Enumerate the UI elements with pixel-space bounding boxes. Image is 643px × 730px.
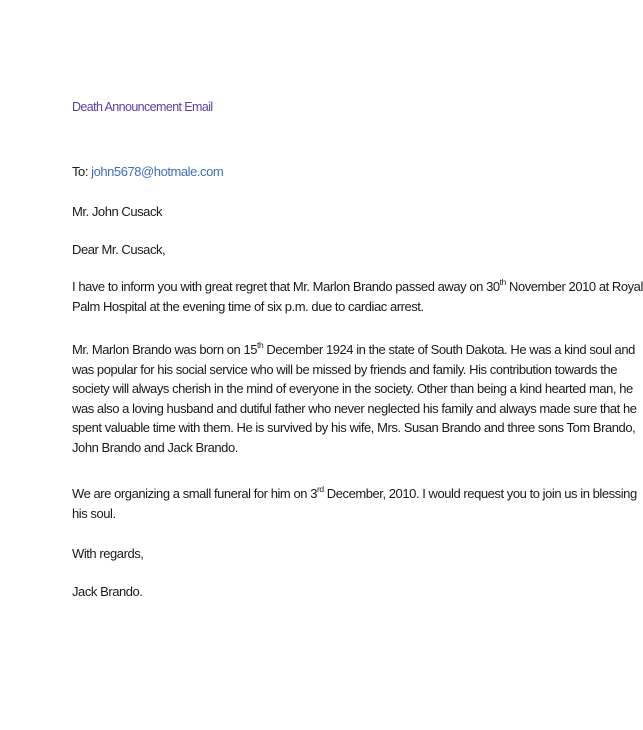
paragraph-line: I have to inform you with great regret that Mr. Marlon Brando passed away on 30th November 2010 at Royal [72,276,643,294]
paragraph-line: his soul. [72,505,116,521]
recipient-email-link[interactable]: john5678@hotmale.com [91,164,224,179]
to-line [72,164,223,179]
recipient-name: Mr. John Cusack [72,204,163,219]
to-label: To: [72,164,92,179]
paragraph-line: Mr. Marlon Brando was born on 15th December 1924 in the state of South Dakota. He was a kind soul and [72,339,635,357]
paragraph-line: was also a loving husband and dutiful father who never neglected his family and always made sure that he [72,400,637,416]
signature: Jack Brando. [72,584,143,599]
paragraph-biography [72,339,637,457]
paragraph-announcement [72,276,643,316]
paragraph-line: Palm Hospital at the evening time of six p.m. due to cardiac arrest. [72,298,424,314]
paragraph-line: We are organizing a small funeral for him on 3rd December, 2010. I would request you to join us in blessing [72,483,637,501]
salutation: Dear Mr. Cusack, [72,242,166,257]
document-title: Death Announcement Email [72,100,213,114]
paragraph-line: was popular for his social service who will be missed by friends and family. His contribution towards the [72,361,617,377]
paragraph-line: society will always cherish in the mind of everyone in the society. Other than being a kind hearted man, he [72,381,633,396]
closing: With regards, [72,546,144,561]
paragraph-line: John Brando and Jack Brando. [72,439,238,455]
paragraph-line: spent valuable time with them. He is survived by his wife, Mrs. Susan Brando and three sons Tom Brando, [72,420,636,435]
paragraph-funeral [72,483,637,523]
